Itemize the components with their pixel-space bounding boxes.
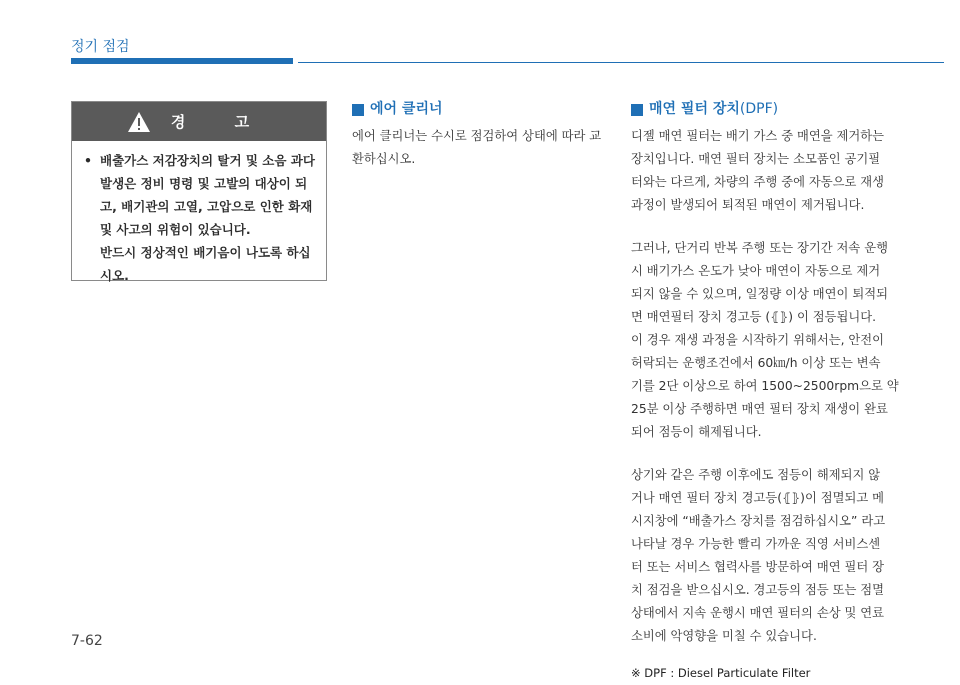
air-cleaner-heading bbox=[352, 98, 610, 121]
section-title: 정기 점검 bbox=[71, 39, 130, 55]
paragraph-gap bbox=[631, 217, 896, 237]
dpf-line: 면 매연필터 장치 경고등 (⦃⦄) 이 점등됩니다. bbox=[631, 310, 877, 324]
air-cleaner-line: 에어 클리너는 수시로 점검하여 상태에 따라 교 bbox=[352, 129, 602, 143]
warning-line: 및 사고의 위험이 있습니다. bbox=[100, 222, 251, 237]
warning-triangle-icon bbox=[127, 111, 151, 133]
dpf-paragraph-2 bbox=[631, 237, 899, 444]
warning-bullet: • bbox=[84, 153, 92, 168]
dpf-line: 나타날 경우 가능한 빨리 가까운 직영 서비스센 bbox=[631, 537, 881, 551]
warning-line: 고, 배기관의 고열, 고압으로 인한 화재 bbox=[100, 199, 313, 214]
dpf-line: 터 또는 서비스 협력사를 방문하여 매연 필터 장 bbox=[631, 560, 885, 574]
header-rule-thick bbox=[71, 58, 293, 64]
dpf-line: 허락되는 운행조건에서 60㎞/h 이상 또는 변속 bbox=[631, 356, 881, 370]
dpf-line: 디젤 매연 필터는 배기 가스 중 매연을 제거하는 bbox=[631, 129, 885, 143]
dpf-line: 소비에 악영향을 미칠 수 있습니다. bbox=[631, 629, 817, 643]
warning-line: 배출가스 저감장치의 탈거 및 소음 과다 bbox=[100, 153, 315, 168]
dpf-line: 되지 않을 수 있으며, 일정량 이상 매연이 퇴적되 bbox=[631, 287, 888, 301]
page-number: 7-62 bbox=[71, 633, 103, 649]
dpf-line: 25분 이상 주행하면 매연 필터 장치 재생이 완료 bbox=[631, 402, 888, 416]
dpf-heading-suffix: (DPF) bbox=[739, 101, 779, 117]
air-cleaner-section bbox=[352, 98, 610, 171]
warning-body bbox=[72, 141, 326, 287]
dpf-line: 치 점검을 받으십시오. 경고등의 점등 또는 점멸 bbox=[631, 583, 885, 597]
dpf-line: 시 배기가스 온도가 낮아 매연이 자동으로 제거 bbox=[631, 264, 881, 278]
heading-square-icon bbox=[631, 104, 643, 116]
air-cleaner-line: 환하십시오. bbox=[352, 152, 416, 166]
paragraph-gap bbox=[631, 444, 896, 464]
warning-header bbox=[72, 102, 326, 141]
dpf-footnote: ※ DPF : Diesel Particulate Filter bbox=[631, 666, 811, 680]
dpf-paragraph-3 bbox=[631, 464, 896, 648]
dpf-line: 시지창에 “배출가스 장치를 점검하십시오” 라고 bbox=[631, 514, 886, 528]
dpf-line: 기를 2단 이상으로 하여 1500~2500rpm으로 약 bbox=[631, 379, 899, 393]
air-cleaner-heading-text: 에어 클리너 bbox=[370, 101, 443, 117]
warning-line: 시오. bbox=[100, 268, 129, 283]
dpf-line: 되어 점등이 해제됩니다. bbox=[631, 425, 762, 439]
dpf-line: 상태에서 지속 운행시 매연 필터의 손상 및 연료 bbox=[631, 606, 885, 620]
dpf-line: 상기와 같은 주행 이후에도 점등이 해제되지 않 bbox=[631, 468, 881, 482]
warning-line: 반드시 정상적인 배기음이 나도록 하십 bbox=[100, 245, 311, 260]
warning-list bbox=[86, 149, 314, 287]
dpf-line: 장치입니다. 매연 필터 장치는 소모품인 공기필 bbox=[631, 152, 881, 166]
dpf-line: 이 경우 재생 과정을 시작하기 위해서는, 안전이 bbox=[631, 333, 885, 347]
warning-box bbox=[71, 101, 327, 281]
dpf-section bbox=[631, 98, 899, 685]
dpf-line: 거나 매연 필터 장치 경고등(⦃⦄)이 점멸되고 메 bbox=[631, 491, 885, 505]
dpf-paragraph-1 bbox=[631, 125, 896, 217]
heading-square-icon bbox=[352, 104, 364, 116]
header-rule-thin bbox=[298, 62, 944, 63]
dpf-line: 그러나, 단거리 반복 주행 또는 장기간 저속 운행 bbox=[631, 241, 888, 255]
warning-line: 발생은 정비 명령 및 고발의 대상이 되 bbox=[100, 176, 308, 191]
dpf-line: 터와는 다르게, 차량의 주행 중에 자동으로 재생 bbox=[631, 175, 885, 189]
warning-title: 경 고 bbox=[170, 113, 272, 131]
dpf-heading bbox=[631, 98, 896, 121]
dpf-heading-text: 매연 필터 장치 bbox=[649, 101, 740, 117]
dpf-line: 과정이 발생되어 퇴적된 매연이 제거됩니다. bbox=[631, 198, 865, 212]
